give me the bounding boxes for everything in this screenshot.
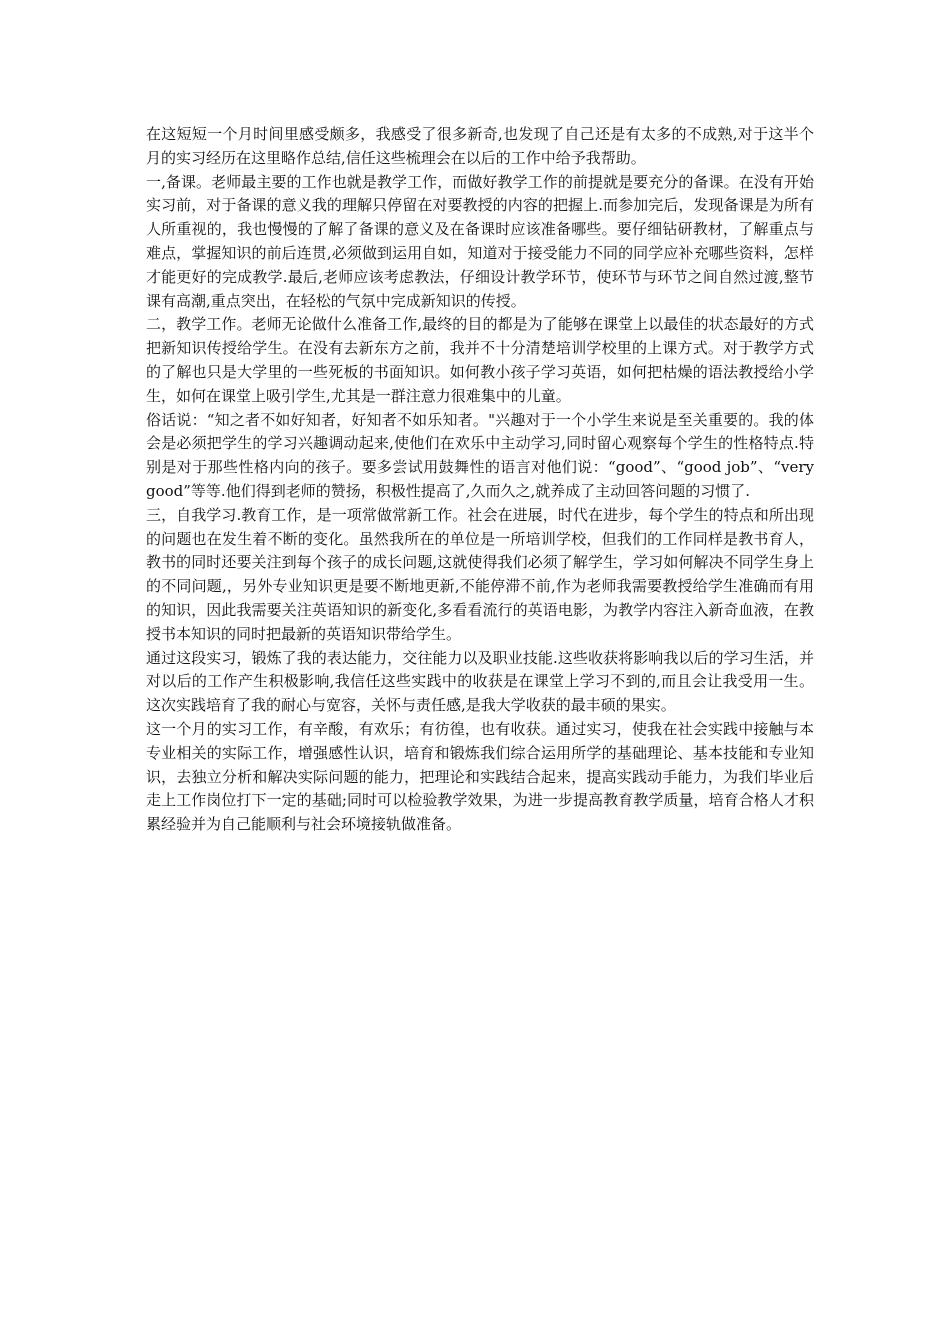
paragraph-gains: 通过这段实习，锻炼了我的表达能力，交往能力以及职业技能.这些收获将影响我以后的学习生活，并对以后的工作产生积极影响,我信任这些实践中的收获是在课堂上学习不到的,而且会让我受用一生。这次实践培育了我的耐心与宽容，关怀与责任感,是我大学收获的最丰硕的果实。 xyxy=(146,648,814,715)
paragraph-intro: 在这短短一个月时间里感受颇多，我感受了很多新奇,也发现了自己还是有太多的不成熟,对于这半个月的实习经历在这里略作总结,信任这些梳理会在以后的工作中给予我帮助。 xyxy=(146,125,814,167)
paragraph-lesson-prep: 一,备课。老师最主要的工作也就是教学工作，而做好教学工作的前提就是要充分的备课。在没有开始实习前，对于备课的意义我的理解只停留在对要教授的内容的把握上.而参加完后，发现备课是为所有人所重视的，我也慢慢的了解了备课的意义及在备课时应该准备哪些。要仔细钻研教材，了解重点与难点，掌握知识的前后连贯,必须做到运用自如，知道对于接受能力不同的同学应补充哪些资料，怎样才能更好的完成教学.最后,老师应该考虑教法，仔细设计教学环节，使环节与环节之间自然过渡,整节课有高潮,重点突出，在轻松的气氛中完成新知识的传授。 xyxy=(146,172,814,310)
paragraph-self-study: 三，自我学习.教育工作，是一项常做常新工作。社会在进展，时代在进步，每个学生的特点和所出现的问题也在发生着不断的变化。虽然我所在的单位是一所培训学校，但我们的工作同样是教书育人，教书的同时还要关注到每个孩子的成长问题,这就使得我们必须了解学生，学习如何解决不同学生身上的不同问题,，另外专业知识更是要不断地更新,不能停滞不前,作为老师我需要教授给学生准确而有用的知识，因此我需要关注英语知识的新变化,多看看流行的英语电影，为教学内容注入新奇血液，在教授书本知识的同时把最新的英语知识带给学生。 xyxy=(146,505,814,643)
paragraph-proverb-interest: 俗话说：“知之者不如好知者，好知者不如乐知者。"兴趣对于一个小学生来说是至关重要的。我的体会是必须把学生的学习兴趣调动起来,使他们在欢乐中主动学习,同时留心观察每个学生的性格特点.特别是对于那些性格内向的孩子。要多尝试用鼓舞性的语言对他们说：“good”、“good job”、“very good”等等.他们得到老师的赞扬，积极性提高了,久而久之,就养成了主动回答问题的习惯了. xyxy=(146,410,814,500)
paragraph-conclusion: 这一个月的实习工作，有辛酸，有欢乐；有彷徨，也有收获。通过实习，使我在社会实践中接触与本专业相关的实际工作，增强感性认识，培育和锻炼我们综合运用所学的基础理论、基本技能和专业知识，去独立分析和解决实际问题的能力，把理论和实践结合起来，提高实践动手能力，为我们毕业后走上工作岗位打下一定的基础;同时可以检验教学效果，为进一步提高教育教学质量，培育合格人才积累经验并为自己能顺利与社会环境接轨做准备。 xyxy=(146,719,814,834)
document-body xyxy=(146,123,814,837)
paragraph-teaching-work: 二，教学工作。老师无论做什么准备工作,最终的目的都是为了能够在课堂上以最佳的状态最好的方式把新知识传授给学生。在没有去新东方之前，我并不十分清楚培训学校里的上课方式。对于教学方式的了解也只是大学里的一些死板的书面知识。如何教小孩子学习英语，如何把枯燥的语法教授给小学生，如何在课堂上吸引学生,尤其是一群注意力很难集中的儿童。 xyxy=(146,315,814,405)
